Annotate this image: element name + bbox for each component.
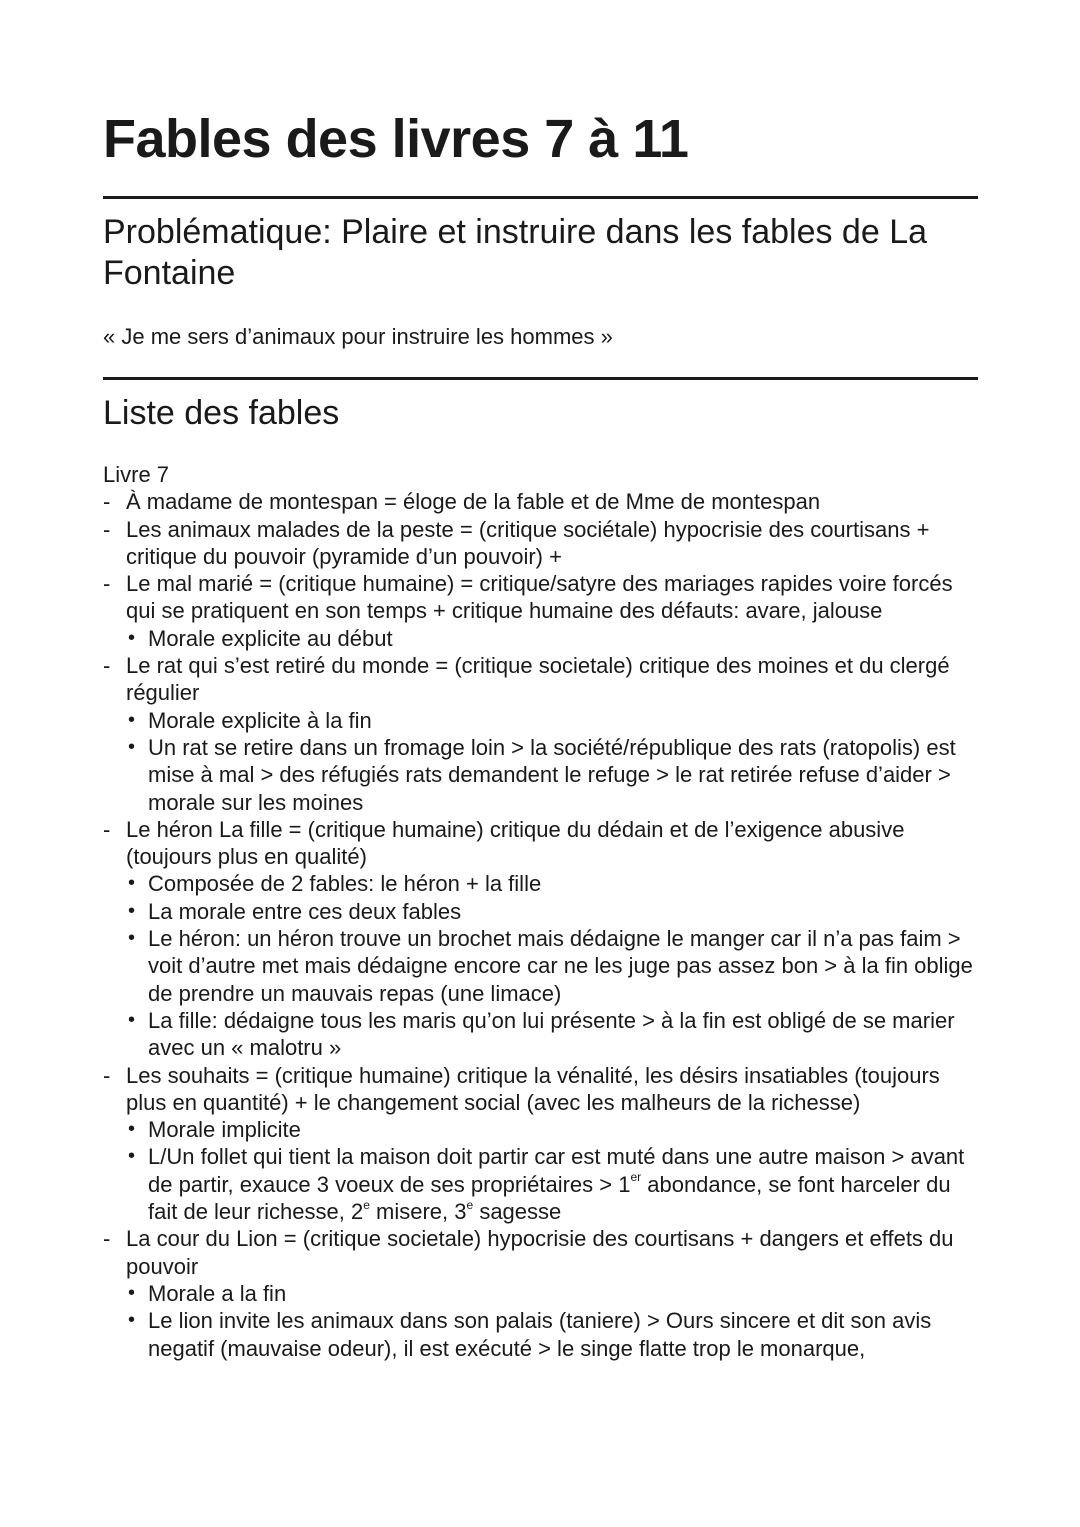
subitem-text: Morale explicite à la fin: [148, 707, 372, 733]
fable-subitem: [126, 1280, 978, 1307]
fable-text: Le héron La fille = (critique humaine) critique du dédain et de l’exigence abusive (toujours plus en qualité): [126, 816, 905, 870]
fables-list: [103, 488, 978, 1362]
subitem-text: Morale explicite au début: [148, 625, 393, 651]
fable-text: La cour du Lion = (critique societale) hypocrisie des courtisans + dangers et effets du pouvoir: [126, 1226, 954, 1279]
dash-marker: -: [103, 1062, 111, 1088]
ordinal-superscript: er: [630, 1170, 642, 1185]
dash-marker: -: [103, 816, 111, 842]
fable-subitem: [126, 898, 978, 925]
fable-text: Le rat qui s’est retiré du monde = (critique societale) critique des moines et du clergé régulier: [126, 653, 950, 706]
fable-subitem: [126, 1116, 978, 1143]
problematique-heading: Problématique: Plaire et instruire dans les fables de La Fontaine: [103, 213, 928, 292]
fables-content: [103, 461, 978, 1362]
fable-item: [103, 570, 978, 652]
dash-marker: -: [103, 1226, 111, 1252]
fable-text: Les souhaits = (critique humaine) critique la vénalité, les désirs insatiables (toujours plus en quantité) + le changement social (avec les malheurs de la richesse): [126, 1062, 940, 1115]
subitem-text: L/Un follet qui tient la maison doit partir car est muté dans une autre maison > avant de partir, exauce 3 voeux de ses propriétaires > 1: [148, 1144, 965, 1197]
list-heading: Liste des fables: [103, 394, 340, 432]
fable-item: [103, 816, 978, 1062]
fable-item: [103, 516, 978, 571]
bullet-marker: •: [128, 1118, 136, 1141]
divider-middle: [103, 377, 978, 380]
subitem-text: Un rat se retire dans un fromage loin > la société/république des rats (ratopolis) est mise à mal > des réfugiés rats demandent le refuge > le rat retirée refuse d’aider > morale sur les moines: [148, 734, 956, 815]
fable-subitems: [126, 1280, 978, 1362]
dash-marker: -: [103, 571, 111, 597]
quote-text: « Je me sers d’animaux pour instruire les hommes »: [103, 324, 613, 349]
fable-subitem: [126, 870, 978, 897]
bullet-marker: •: [128, 708, 136, 731]
book-label: Livre 7: [103, 462, 170, 487]
fable-item: [103, 1225, 978, 1361]
dash-marker: -: [103, 516, 111, 542]
ordinal-superscript: e: [466, 1197, 474, 1212]
fable-item: [103, 652, 978, 816]
subitem-text: Morale a la fin: [148, 1280, 287, 1306]
fable-subitem: [126, 1307, 978, 1362]
fable-subitem: [126, 925, 978, 1007]
fable-subitem: [126, 734, 978, 816]
fable-item: [103, 488, 978, 515]
subitem-text: La fille: dédaigne tous les maris qu’on lui présente > à la fin est obligé de se marier avec un « malotru »: [148, 1007, 955, 1061]
fable-text: Les animaux malades de la peste = (critique sociétale) hypocrisie des courtisans + critique du pouvoir (pyramide d’un pouvoir) +: [126, 516, 930, 569]
subitem-text: Morale implicite: [148, 1117, 301, 1143]
subitem-text: sagesse: [473, 1199, 562, 1225]
fable-item: [103, 1062, 978, 1226]
subitem-text: abondance, se font harceler du fait de leur richesse, 2: [148, 1171, 951, 1225]
bullet-marker: •: [128, 1309, 136, 1332]
fable-text: À madame de montespan = éloge de la fable et de Mme de montespan: [126, 489, 821, 515]
subitem-text: Composée de 2 fables: le héron + la fille: [148, 871, 542, 897]
bullet-marker: •: [128, 626, 136, 649]
dash-marker: -: [103, 653, 111, 679]
divider-top: [103, 196, 978, 199]
fable-subitems: [126, 707, 978, 816]
fable-text: Le mal marié = (critique humaine) = critique/satyre des mariages rapides voire forcés qui se pratiquent en son temps + critique humaine des défauts: avare, jalouse: [126, 571, 953, 624]
fable-subitem: [126, 625, 978, 652]
fable-subitem: [126, 707, 978, 734]
fable-subitems: [126, 625, 978, 652]
subitem-text: Le héron: un héron trouve un brochet mais dédaigne le manger car il n’a pas faim > voit d’autre met mais dédaigne encore car ne les juge pas assez bon > à la fin oblige de prendre un mauvais repas (une limace): [148, 926, 973, 1006]
bullet-marker: •: [128, 1281, 136, 1304]
subitem-text: Le lion invite les animaux dans son palais (taniere) > Ours sincere et dit son avis negatif (mauvaise odeur), il est exécuté > le singe flatte trop le monarque,: [148, 1308, 932, 1361]
subitem-text: misere, 3: [369, 1199, 467, 1225]
dash-marker: -: [103, 489, 111, 515]
bullet-marker: •: [128, 899, 136, 922]
fable-subitems: [126, 870, 978, 1061]
page-title: Fables des livres 7 à 11: [103, 109, 689, 169]
bullet-marker: •: [128, 872, 136, 895]
bullet-marker: •: [128, 927, 136, 950]
bullet-marker: •: [128, 1008, 136, 1031]
bullet-marker: •: [128, 1145, 136, 1168]
ordinal-superscript: e: [363, 1197, 370, 1212]
fable-subitems: [126, 1116, 978, 1225]
subitem-text: La morale entre ces deux fables: [148, 898, 462, 924]
fable-subitem: [126, 1007, 978, 1062]
fable-subitem: [126, 1143, 978, 1225]
bullet-marker: •: [128, 735, 136, 758]
